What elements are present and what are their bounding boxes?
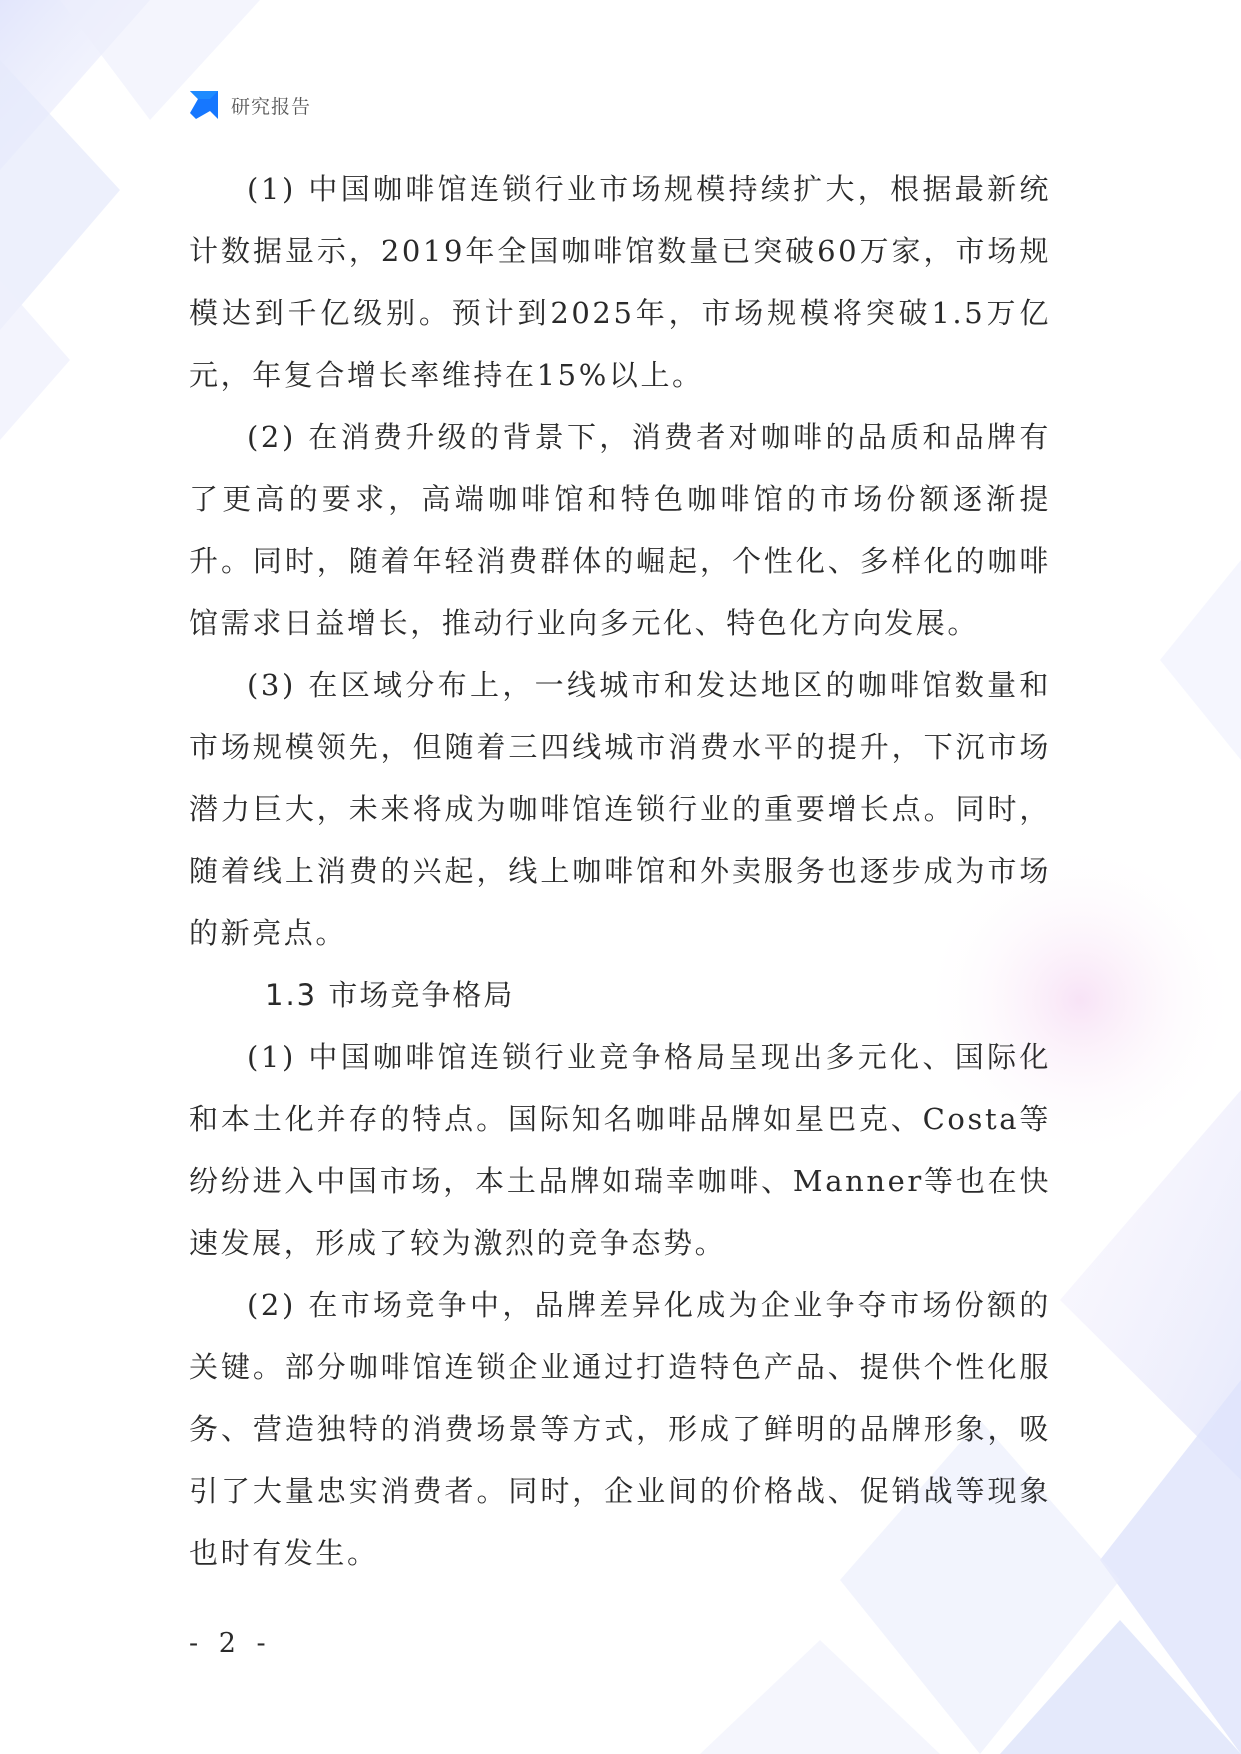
header-title: 研究报告 <box>231 95 312 118</box>
page-number: - 2 - <box>189 1628 272 1659</box>
paragraph: (1) 中国咖啡馆连锁行业市场规模持续扩大，根据最新统计数据显示，2019年全国咖啡馆数量已突破60万家，市场规模达到千亿级别。预计到2025年，市场规模将突破1.5万亿元，年复合增长率维持在15%以上。 <box>189 172 1051 392</box>
arrow-up-right-icon <box>187 88 221 122</box>
document-body <box>189 158 1051 1584</box>
report-header <box>187 88 311 122</box>
paragraph: (2) 在市场竞争中，品牌差异化成为企业争夺市场份额的关键。部分咖啡馆连锁企业通过打造特色产品、提供个性化服务、营造独特的消费场景等方式，形成了鲜明的品牌形象，吸引了大量忠实消费者。同时，企业间的价格战、促销战等现象也时有发生。 <box>189 1288 1051 1570</box>
paragraph: (1) 中国咖啡馆连锁行业竞争格局呈现出多元化、国际化和本土化并存的特点。国际知名咖啡品牌如星巴克、Costa等纷纷进入中国市场，本土品牌如瑞幸咖啡、Manner等也在快速发展，形成了较为激烈的竞争态势。 <box>189 1040 1051 1260</box>
section-heading: 1.3 市场竞争格局 <box>265 978 515 1012</box>
paragraph: (2) 在消费升级的背景下，消费者对咖啡的品质和品牌有了更高的要求，高端咖啡馆和特色咖啡馆的市场份额逐渐提升。同时，随着年轻消费群体的崛起，个性化、多样化的咖啡馆需求日益增长，推动行业向多元化、特色化方向发展。 <box>189 420 1051 640</box>
paragraph: (3) 在区域分布上，一线城市和发达地区的咖啡馆数量和市场规模领先，但随着三四线城市消费水平的提升，下沉市场潜力巨大，未来将成为咖啡馆连锁行业的重要增长点。同时，随着线上消费的兴起，线上咖啡馆和外卖服务也逐步成为市场的新亮点。 <box>189 668 1051 950</box>
